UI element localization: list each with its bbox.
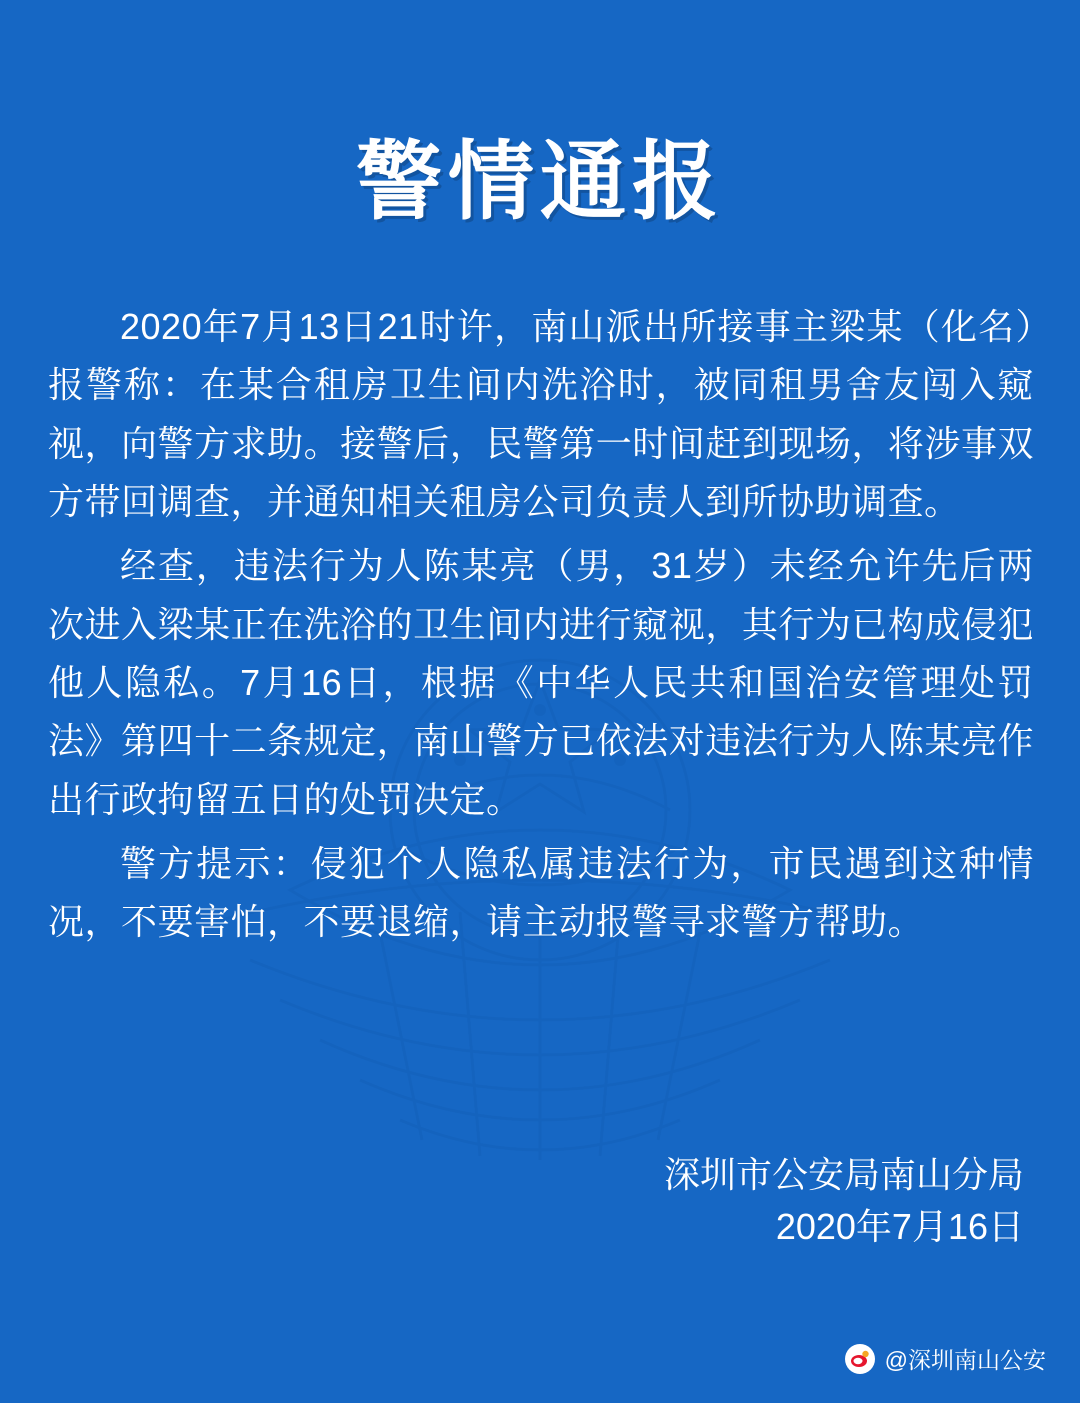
weibo-icon — [845, 1344, 875, 1374]
weibo-account-name: @深圳南山公安 — [884, 1347, 1046, 1373]
paragraph-1: 2020年7月13日21时许，南山派出所接事主梁某（化名）报警称：在某合租房卫生间内洗浴时，被同租男舍友闯入窥视，向警方求助。接警后，民警第一时间赶到现场，将涉事双方带回调查，并通知相关租房公司负责人到所协助调查。 — [48, 306, 1034, 522]
signature-block — [664, 1149, 1024, 1253]
signature-organization: 深圳市公安局南山分局 — [663, 1153, 1024, 1195]
page-title: 警情通报 — [356, 134, 724, 230]
notice-body — [0, 298, 1080, 951]
paragraph-3: 警方提示：侵犯个人隐私属违法行为，市民遇到这种情况，不要害怕，不要退缩，请主动报警寻求警方帮助。 — [48, 842, 1034, 943]
paragraph-2: 经查，违法行为人陈某亮（男，31岁）未经允许先后两次进入梁某正在洗浴的卫生间内进行窥视，其行为已构成侵犯他人隐私。7月16日，根据《中华人民共和国治安管理处罚法》第四十二条规定，南山警方已依法对违法行为人陈某亮作出行政拘留五日的处罚决定。 — [48, 545, 1034, 820]
weibo-watermark — [845, 1342, 1046, 1375]
signature-date: 2020年7月16日 — [775, 1205, 1024, 1247]
